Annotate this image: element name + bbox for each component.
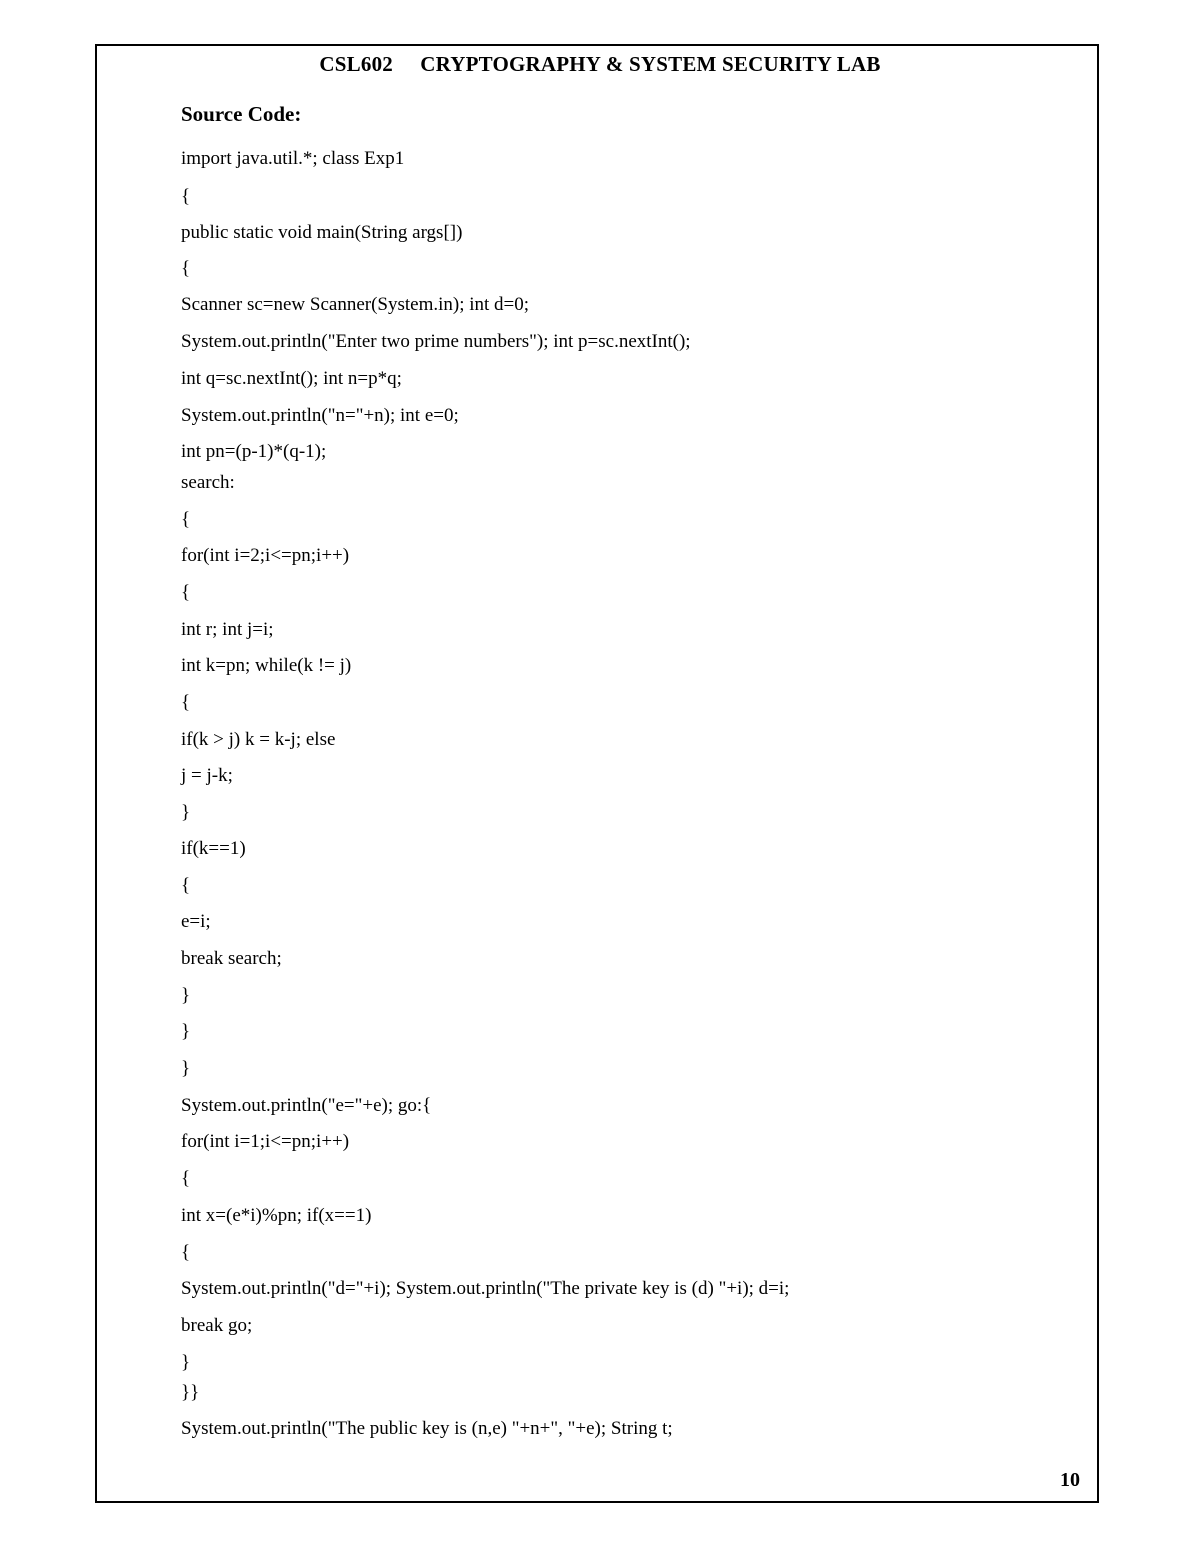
- code-line: break go;: [181, 1315, 253, 1336]
- page-header: [0, 52, 1200, 77]
- code-line: System.out.println("e="+e); go:{: [181, 1095, 432, 1116]
- code-line: }: [181, 985, 191, 1006]
- code-line: }: [181, 1021, 191, 1042]
- code-line: System.out.println("d="+i); System.out.println("The private key is (d) "+i); d=i;: [181, 1278, 790, 1299]
- code-line: int pn=(p-1)*(q-1);: [181, 441, 327, 462]
- code-line: if(k > j) k = k-j; else: [181, 729, 336, 750]
- code-line: {: [181, 582, 191, 603]
- code-line: int k=pn; while(k != j): [181, 655, 352, 676]
- code-line: int x=(e*i)%pn; if(x==1): [181, 1205, 372, 1226]
- code-line: {: [181, 1168, 191, 1189]
- code-line: }: [181, 802, 191, 823]
- code-line: Scanner sc=new Scanner(System.in); int d=0;: [181, 294, 530, 315]
- code-line: if(k==1): [181, 838, 246, 859]
- code-line: {: [181, 186, 191, 207]
- course-title: CRYPTOGRAPHY & SYSTEM SECURITY LAB: [420, 52, 881, 76]
- code-line: break search;: [181, 948, 282, 969]
- section-title: Source Code:: [181, 102, 302, 126]
- code-line: {: [181, 258, 191, 279]
- code-line: }: [181, 1058, 191, 1079]
- code-line: System.out.println("n="+n); int e=0;: [181, 405, 459, 426]
- code-line: int q=sc.nextInt(); int n=p*q;: [181, 368, 402, 389]
- code-line: for(int i=1;i<=pn;i++): [181, 1131, 350, 1152]
- code-line: e=i;: [181, 911, 211, 932]
- code-line: public static void main(String args[]): [181, 222, 463, 243]
- code-line: {: [181, 509, 191, 530]
- course-code: CSL602: [319, 52, 393, 76]
- code-line: System.out.println("The public key is (n,e) "+n+", "+e); String t;: [181, 1418, 673, 1439]
- code-line: for(int i=2;i<=pn;i++): [181, 545, 350, 566]
- code-line: j = j-k;: [181, 765, 233, 786]
- code-line: import java.util.*; class Exp1: [181, 148, 405, 169]
- code-line: search:: [181, 472, 235, 493]
- code-line: {: [181, 692, 191, 713]
- code-line: {: [181, 875, 191, 896]
- code-line: {: [181, 1242, 191, 1263]
- code-line: }: [181, 1352, 191, 1373]
- code-line: System.out.println("Enter two prime numbers"); int p=sc.nextInt();: [181, 331, 691, 352]
- code-line: int r; int j=i;: [181, 619, 274, 640]
- page-number: 10: [1060, 1469, 1080, 1491]
- code-line: }}: [181, 1382, 200, 1403]
